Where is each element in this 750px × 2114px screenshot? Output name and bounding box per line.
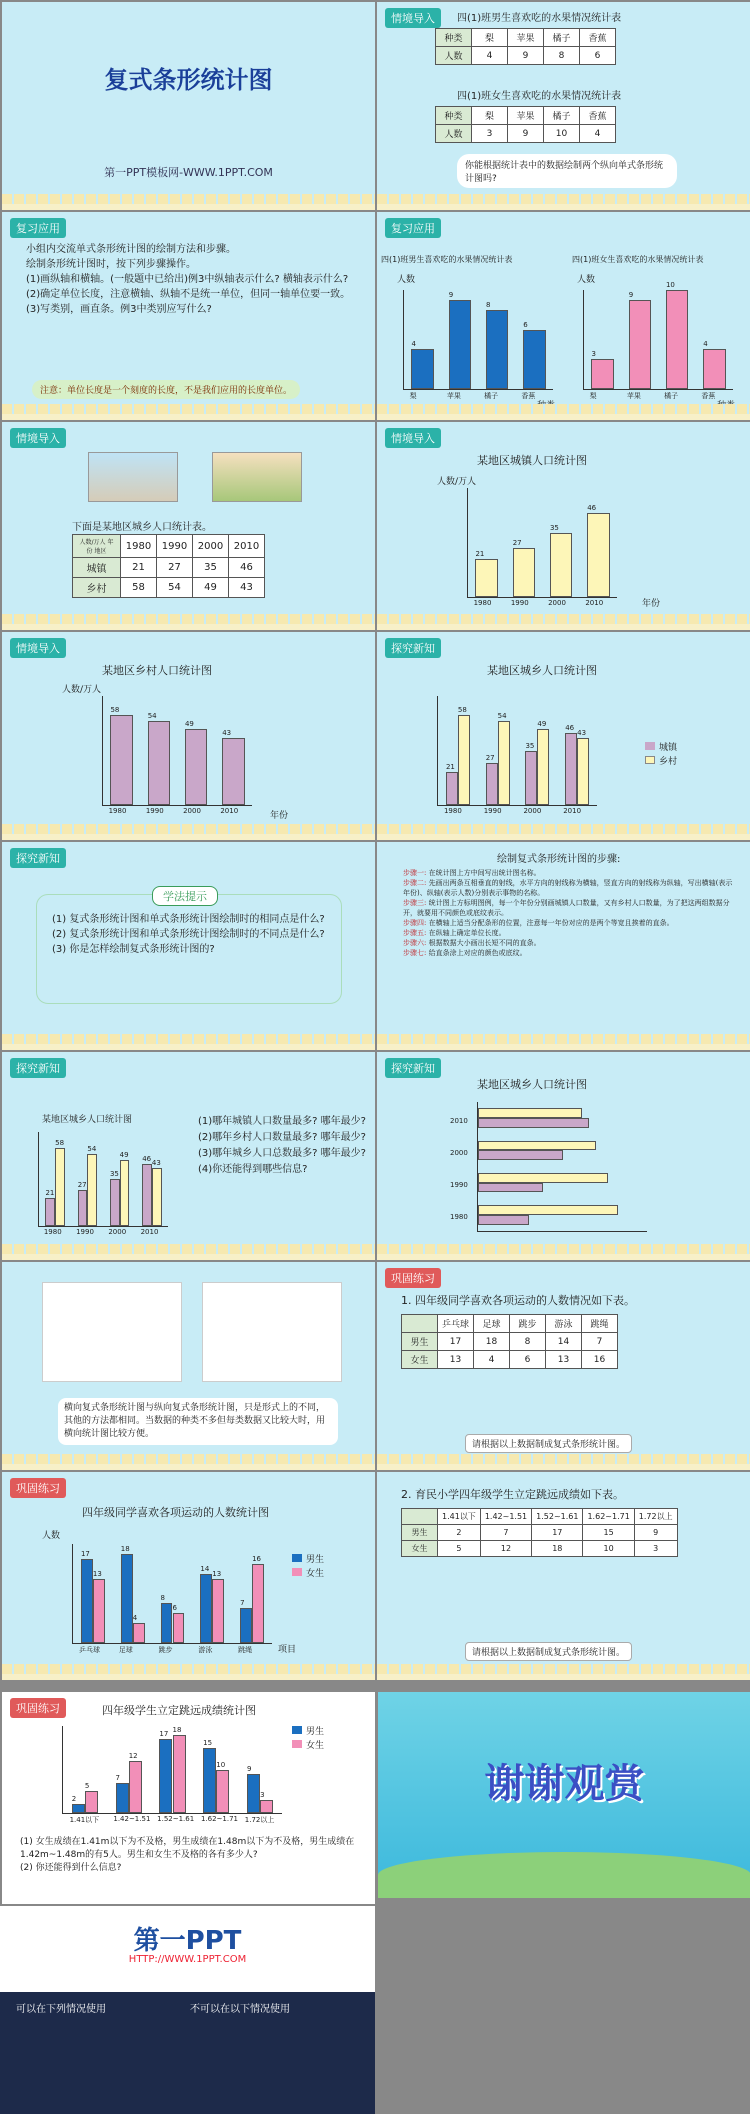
tick-label: 1990 — [450, 1181, 468, 1190]
wave-border — [377, 1664, 750, 1674]
chart-bar — [478, 1150, 563, 1160]
speech-bubble: 你能根据统计表中的数据绘制两个纵向单式条形统计图吗? — [457, 154, 677, 188]
slide-title[interactable] — [2, 2, 375, 210]
tick-label: 1990 — [483, 807, 502, 815]
chart-sports — [72, 1544, 272, 1654]
y-axis-label: 人数/万人 — [437, 477, 477, 487]
chart-bar — [587, 513, 609, 597]
section-badge: 探究新知 — [10, 848, 66, 868]
y-axis-label: 人数 — [577, 275, 596, 285]
data-label: 9 — [448, 290, 454, 299]
tick-label: 梨 — [589, 392, 597, 400]
section-badge: 情境导入 — [385, 428, 441, 448]
jump-table: 1.41以下 1.42~1.51 1.52~1.61 1.62~1.71 1.72以上 男生 2 7 17 15 9 女生 5 12 18 10 3 — [401, 1508, 678, 1557]
legend-girls: 女生 — [306, 1741, 325, 1751]
chart-bar — [478, 1141, 596, 1151]
wave-border — [377, 1454, 750, 1464]
legend-urban-swatch — [645, 742, 655, 750]
chart-horizontal — [450, 1102, 647, 1232]
legend-boys: 男生 — [306, 1727, 325, 1737]
chart-bar — [116, 1783, 129, 1813]
data-label: 21 — [475, 549, 485, 558]
tick-label: 2010 — [450, 1116, 468, 1125]
chart-bar — [72, 1804, 85, 1813]
thanks-text: 谢谢观赏 — [484, 1761, 645, 1807]
chart-bar — [475, 559, 497, 597]
chart-bar — [129, 1761, 142, 1813]
section-badge: 情境导入 — [385, 8, 441, 28]
data-label: 13 — [92, 1569, 102, 1578]
chart-bar — [478, 1173, 608, 1183]
chart-bar — [152, 1168, 162, 1226]
footer-bar — [0, 1992, 375, 2114]
chart-bar — [478, 1205, 618, 1215]
data-label: 6 — [172, 1604, 177, 1613]
chart-bar — [78, 1190, 88, 1226]
data-label: 10 — [216, 1760, 226, 1769]
chart-title: 某地区城乡人口统计图 — [487, 664, 597, 677]
chart-boys — [403, 290, 553, 400]
data-label: 27 — [512, 538, 522, 547]
caption: 下面是某地区城乡人口统计表。 — [72, 522, 212, 533]
chart-bar — [133, 1623, 145, 1643]
data-label: 54 — [497, 711, 507, 720]
legend-rural-swatch — [645, 756, 655, 764]
chart-bar — [81, 1559, 93, 1643]
slide-two-charts[interactable] — [377, 212, 750, 420]
tick-label: 1.41以下 — [69, 1816, 100, 1824]
data-label: 3 — [591, 350, 596, 359]
legend-urban: 城镇 — [659, 743, 678, 753]
wave-border — [2, 1454, 375, 1464]
chart-bar — [173, 1735, 186, 1813]
slide-method-tips[interactable] — [2, 842, 375, 1050]
chart-bar — [148, 721, 170, 805]
chart-combined-small — [38, 1132, 168, 1236]
chart-bar — [203, 1748, 216, 1813]
data-label: 17 — [159, 1730, 169, 1739]
data-label: 18 — [172, 1725, 182, 1734]
wave-border — [2, 824, 375, 834]
tick-label: 1.62~1.71 — [200, 1815, 239, 1823]
data-label: 27 — [485, 753, 495, 762]
tick-label: 橘子 — [664, 392, 679, 400]
village-image — [212, 452, 302, 502]
wave-border — [377, 614, 750, 624]
tick-label: 2010 — [585, 599, 604, 607]
chart-bar — [85, 1791, 98, 1813]
sports-table: 乒乓球 足球 跳步 游泳 跳绳 男生 17 18 8 14 7 女生 13 4 6 13 16 — [401, 1314, 618, 1369]
wave-border — [2, 404, 375, 414]
chart-bar — [537, 729, 549, 805]
data-label: 3 — [260, 1790, 265, 1799]
exercise-title: 2. 育民小学四年级学生立定跳远成绩如下表。 — [401, 1488, 624, 1501]
chart-bar — [478, 1183, 543, 1193]
wave-border — [377, 404, 750, 414]
chart-bar — [458, 715, 470, 805]
data-label: 10 — [665, 281, 675, 289]
chart-bar — [247, 1774, 260, 1813]
tick-label: 足球 — [118, 1646, 133, 1654]
tick-label: 1.42~1.51 — [113, 1815, 151, 1823]
table-title: 四(1)班女生喜欢吃的水果情况统计表 — [457, 91, 622, 102]
legend-boys-swatch — [292, 1554, 302, 1562]
wave-border — [2, 1664, 375, 1674]
wave-border — [377, 1034, 750, 1044]
chart-bar — [260, 1800, 273, 1813]
tick-label: 游泳 — [198, 1646, 213, 1654]
tick-label: 1.72以上 — [244, 1816, 275, 1824]
tick-label: 2010 — [563, 807, 582, 815]
chart-jump — [62, 1725, 282, 1824]
population-table: 人数/万人 年份 地区 1980 1990 2000 2010 城镇 21 27 35 46 乡村 58 54 49 43 — [72, 534, 265, 598]
chart-bar — [565, 733, 577, 805]
page-title: 复式条形统计图 — [104, 66, 273, 94]
jump-questions: (1) 女生成绩在1.41m以下为不及格，男生成绩在1.48m以下为不及格，男生成绩在1.42m~1.48m的有5人。男生和女生不及格的各有多少人? (2) 你还能得到什么信息? — [20, 1837, 355, 1873]
slide-jump-chart[interactable] — [2, 1692, 375, 1904]
x-axis-label: 年份 — [270, 811, 289, 821]
chart-bar — [478, 1108, 582, 1118]
data-label: 43 — [222, 729, 232, 738]
slide-pop-table[interactable] — [2, 422, 375, 630]
analysis-questions: (1)哪年城镇人口数量最多? 哪年最少? (2)哪年乡村人口数量最多? 哪年最少? (3)哪年城乡人口总数最多? 哪年最少? (4)你还能得到哪些信息? — [198, 1116, 366, 1175]
chart-bar — [159, 1739, 172, 1813]
chart-bar — [45, 1198, 55, 1226]
tick-label: 1990 — [510, 599, 529, 607]
slide-rural-chart[interactable] — [2, 632, 375, 840]
section-badge: 复习应用 — [385, 218, 441, 238]
usage-forbidden: 不可以在以下情况使用 — [190, 2004, 290, 2015]
tick-label: 1980 — [108, 807, 127, 815]
chart-bar — [87, 1154, 97, 1227]
questions: (1) 复式条形统计图和单式条形统计图绘制时的相同点是什么? (2) 复式条形统计图和单式条形统计图绘制时的不同点是什么? (3) 你是怎样绘制复式条形统计图的? — [52, 914, 325, 955]
tick-label: 1980 — [43, 1228, 62, 1236]
table-title: 四(1)班男生喜欢吃的水果情况统计表 — [457, 13, 622, 24]
wave-border — [377, 194, 750, 204]
data-label: 15 — [203, 1738, 213, 1747]
chart-bar — [110, 1179, 120, 1226]
wave-border — [2, 1034, 375, 1044]
legend-boys: 男生 — [306, 1555, 325, 1565]
note: 注意：单位长度是一个刻度的长度，不是我们应用的长度单位。 — [32, 380, 300, 399]
chart-bar — [93, 1579, 105, 1643]
data-label: 7 — [115, 1773, 121, 1782]
legend-boys-swatch — [292, 1726, 302, 1734]
chart-bar — [55, 1148, 65, 1226]
slide-sports-chart[interactable] — [2, 1472, 375, 1680]
x-axis-label: 年份 — [642, 599, 661, 609]
tick-label: 香蕉 — [521, 392, 536, 400]
legend-girls-swatch — [292, 1740, 302, 1748]
section-badge: 巩固练习 — [10, 1698, 66, 1718]
data-label: 35 — [525, 741, 535, 750]
chart-bar — [240, 1608, 252, 1643]
subtitle: 第一PPT模板网-WWW.1PPT.COM — [104, 166, 273, 179]
tick-label: 2010 — [140, 1228, 159, 1236]
chart-bar — [222, 738, 244, 805]
chart-bar — [666, 290, 688, 389]
data-label: 35 — [549, 524, 559, 533]
exercise-title: 1. 四年级同学喜欢各项运动的人数情况如下表。 — [401, 1294, 635, 1307]
chart-bar — [411, 349, 433, 389]
tick-label: 1980 — [450, 1213, 468, 1222]
section-badge: 情境导入 — [10, 638, 66, 658]
chart-title: 四(1)班男生喜欢吃的水果情况统计表 — [381, 255, 513, 264]
data-label: 7 — [240, 1599, 245, 1608]
chart-title: 四年级学生立定跳远成绩统计图 — [102, 1704, 256, 1717]
chart-bar — [486, 763, 498, 805]
tick-label: 2000 — [108, 1228, 127, 1236]
section-badge: 探究新知 — [10, 1058, 66, 1078]
slide-fruit-tables[interactable] — [377, 2, 750, 210]
data-label: 49 — [537, 719, 547, 728]
chart-title: 四(1)班女生喜欢吃的水果情况统计表 — [572, 255, 704, 264]
data-label: 18 — [120, 1544, 130, 1553]
chart-bar — [212, 1579, 224, 1643]
slide-review[interactable] — [2, 212, 375, 420]
chart-title: 四年级同学喜欢各项运动的人数统计图 — [82, 1506, 269, 1519]
tick-label: 2000 — [450, 1148, 468, 1157]
data-label: 35 — [109, 1170, 119, 1178]
chart-combined — [437, 696, 597, 815]
slide-steps[interactable] — [377, 842, 750, 1050]
slide-combined-chart[interactable] — [377, 632, 750, 840]
chart-title: 某地区城乡人口统计图 — [477, 1078, 587, 1091]
slide-horizontal-chart[interactable] — [377, 1052, 750, 1260]
tick-label: 2000 — [183, 807, 201, 815]
train-image — [88, 452, 178, 502]
summary-text: 横向复式条形统计图与纵向复式条形统计图，只是形式上的不同，其他的方法都相同。当数据的种类不多但每类数据又比较大时，用横向统计图比较方便。 — [58, 1398, 338, 1445]
chart-bar — [110, 715, 132, 805]
chart-bar — [523, 330, 545, 389]
data-label: 46 — [142, 1155, 152, 1164]
tip-label: 学法提示 — [152, 886, 218, 906]
slide-urban-chart[interactable] — [377, 422, 750, 630]
data-label: 12 — [128, 1751, 138, 1760]
wave-border — [2, 1244, 375, 1254]
chart-bar — [185, 729, 207, 805]
data-label: 8 — [485, 300, 491, 309]
chart-title: 某地区城镇人口统计图 — [477, 454, 587, 467]
chart-bar — [577, 738, 589, 805]
slide-compare[interactable] — [2, 1262, 375, 1470]
mini-vertical-chart — [42, 1282, 182, 1382]
chart-bar — [629, 300, 651, 389]
data-label: 8 — [160, 1594, 166, 1603]
slide-exercise-2[interactable] — [377, 1472, 750, 1680]
chart-bar — [550, 533, 572, 597]
steps-list: 步骤一: 在统计图上方中间写出统计图名称。 步骤二: 先画出两条互相垂直的射线，水平方向的射线称为横轴，竖直方向的射线称为纵轴，写出横轴(表示年份)、纵轴(表示人数)分别表示事物的名称。 步骤三: 统计图上方标明图例，每一个年份分别画城镇人口数量，又有乡村人口数量，为了把这两组数据分开，就要用不同颜色或底纹表示。 步骤四: 在横轴上适当分配条形的位置，注意每一年份对应的是两个等宽且挨着的直条。 步骤五: 在纵轴上确定单位长度。 步骤六: 根据数据大小画出长短不同的直条。 步骤七: 给直条涂上对应的颜色或底纹。 — [403, 869, 733, 957]
tick-label: 1990 — [76, 1228, 94, 1236]
section-badge: 巩固练习 — [10, 1478, 66, 1498]
tick-label: 跳绳 — [238, 1646, 253, 1654]
chart-bar — [478, 1215, 529, 1225]
x-axis-label: 项目 — [278, 1645, 297, 1655]
chart-bar — [486, 310, 508, 389]
mini-horizontal-chart — [202, 1282, 342, 1382]
legend-girls-swatch — [292, 1568, 302, 1576]
tick-label: 2000 — [548, 599, 566, 607]
wave-border — [377, 1244, 750, 1254]
data-label: 21 — [45, 1188, 55, 1197]
data-label: 49 — [184, 719, 194, 728]
chart-bar — [525, 751, 537, 806]
chart-title: 某地区城乡人口统计图 — [42, 1115, 133, 1125]
slide-analysis[interactable] — [2, 1052, 375, 1260]
section-badge: 探究新知 — [385, 638, 441, 658]
data-label: 9 — [246, 1764, 252, 1773]
tick-label: 苹果 — [446, 392, 461, 400]
boys-table: 种类 梨 苹果 橘子 香蕉 人数 4 9 8 6 — [435, 28, 616, 65]
tick-label: 香蕉 — [701, 392, 716, 400]
data-label: 43 — [151, 1159, 161, 1168]
chart-bar — [121, 1554, 133, 1643]
data-label: 46 — [587, 504, 597, 513]
y-axis-label: 人数 — [397, 275, 416, 285]
data-label: 27 — [77, 1180, 87, 1189]
tick-label: 1990 — [145, 807, 164, 815]
logo: 第一PPT — [133, 1926, 242, 1956]
tick-label: 橘子 — [484, 392, 499, 400]
chart-bar — [446, 772, 458, 805]
chart-bar — [703, 349, 725, 389]
data-label: 17 — [80, 1549, 90, 1558]
chart-bar — [449, 300, 471, 389]
chart-bar — [200, 1574, 212, 1643]
chart-bar — [161, 1603, 173, 1643]
y-axis-label: 人数/万人 — [62, 685, 102, 695]
task-text: 请根据以上数据制成复式条形统计图。 — [465, 1642, 632, 1661]
tick-label: 乒乓球 — [78, 1646, 100, 1654]
logo-url: HTTP://WWW.1PPT.COM — [128, 1954, 247, 1965]
chart-bar — [216, 1770, 229, 1814]
wave-border — [2, 194, 375, 204]
data-label: 4 — [132, 1614, 138, 1623]
data-label: 5 — [84, 1782, 90, 1791]
tick-label: 1980 — [443, 807, 462, 815]
data-label: 54 — [87, 1144, 97, 1153]
tick-label: 2000 — [523, 807, 542, 815]
wave-border — [2, 614, 375, 624]
data-label: 43 — [577, 729, 587, 738]
tick-label: 1.52~1.61 — [157, 1815, 195, 1823]
data-label: 2 — [71, 1795, 77, 1804]
tick-label: 苹果 — [626, 392, 641, 400]
chart-bar — [252, 1564, 264, 1643]
chart-bar — [173, 1613, 185, 1643]
y-axis-label: 人数 — [42, 1531, 61, 1541]
data-label: 58 — [55, 1139, 65, 1148]
legend-rural: 乡村 — [659, 757, 678, 767]
data-label: 4 — [703, 340, 708, 349]
chart-title: 某地区乡村人口统计图 — [102, 664, 212, 677]
tick-label: 跳步 — [158, 1646, 173, 1654]
girls-table: 种类 梨 苹果 橘子 香蕉 人数 3 9 10 4 — [435, 106, 616, 143]
data-label: 13 — [212, 1569, 222, 1578]
chart-bar — [513, 548, 535, 597]
slide-exercise-1[interactable] — [377, 1262, 750, 1470]
data-label: 21 — [445, 763, 455, 772]
usage-allowed: 可以在下列情况使用 — [16, 2004, 106, 2015]
data-label: 54 — [147, 711, 157, 720]
data-label: 9 — [628, 290, 634, 299]
grass — [378, 1852, 750, 1898]
data-label: 6 — [523, 320, 528, 329]
chart-bar — [142, 1164, 152, 1226]
legend-girls: 女生 — [306, 1569, 325, 1579]
chart-bar — [120, 1160, 130, 1226]
chart-girls — [583, 281, 733, 400]
tick-label: 梨 — [409, 392, 417, 400]
section-badge: 巩固练习 — [385, 1268, 441, 1288]
wave-border — [377, 824, 750, 834]
steps-title: 绘制复式条形统计图的步骤: — [497, 854, 621, 865]
chart-bar — [591, 359, 613, 389]
data-label: 46 — [565, 724, 575, 733]
data-label: 49 — [119, 1151, 129, 1160]
chart-bar — [498, 721, 510, 805]
data-label: 14 — [200, 1564, 210, 1573]
chart-rural — [102, 696, 252, 815]
section-badge: 情境导入 — [10, 428, 66, 448]
task-text: 请根据以上数据制成复式条形统计图。 — [465, 1434, 632, 1453]
data-label: 58 — [457, 705, 467, 714]
section-badge: 复习应用 — [10, 218, 66, 238]
tick-label: 2010 — [220, 807, 239, 815]
data-label: 58 — [110, 705, 120, 714]
data-label: 16 — [252, 1554, 262, 1563]
slide-thanks[interactable] — [378, 1692, 750, 1898]
footer-panel — [0, 1906, 375, 2114]
chart-urban — [467, 488, 617, 607]
chart-bar — [478, 1118, 589, 1128]
data-label: 4 — [411, 340, 416, 349]
section-badge: 探究新知 — [385, 1058, 441, 1078]
review-text: 小组内交流单式条形统计图的绘制方法和步骤。 绘制条形统计图时，按下列步骤操作。 (1)画纵轴和横轴。(一般题中已给出)例3中纵轴表示什么? 横轴表示什么? (2)确定单位长度，注意横轴、纵轴不是统一单位，但同一轴单位要一致。 (3)写类别，画直条。例3中类别应写什么? — [26, 244, 351, 315]
tick-label: 1980 — [473, 599, 492, 607]
